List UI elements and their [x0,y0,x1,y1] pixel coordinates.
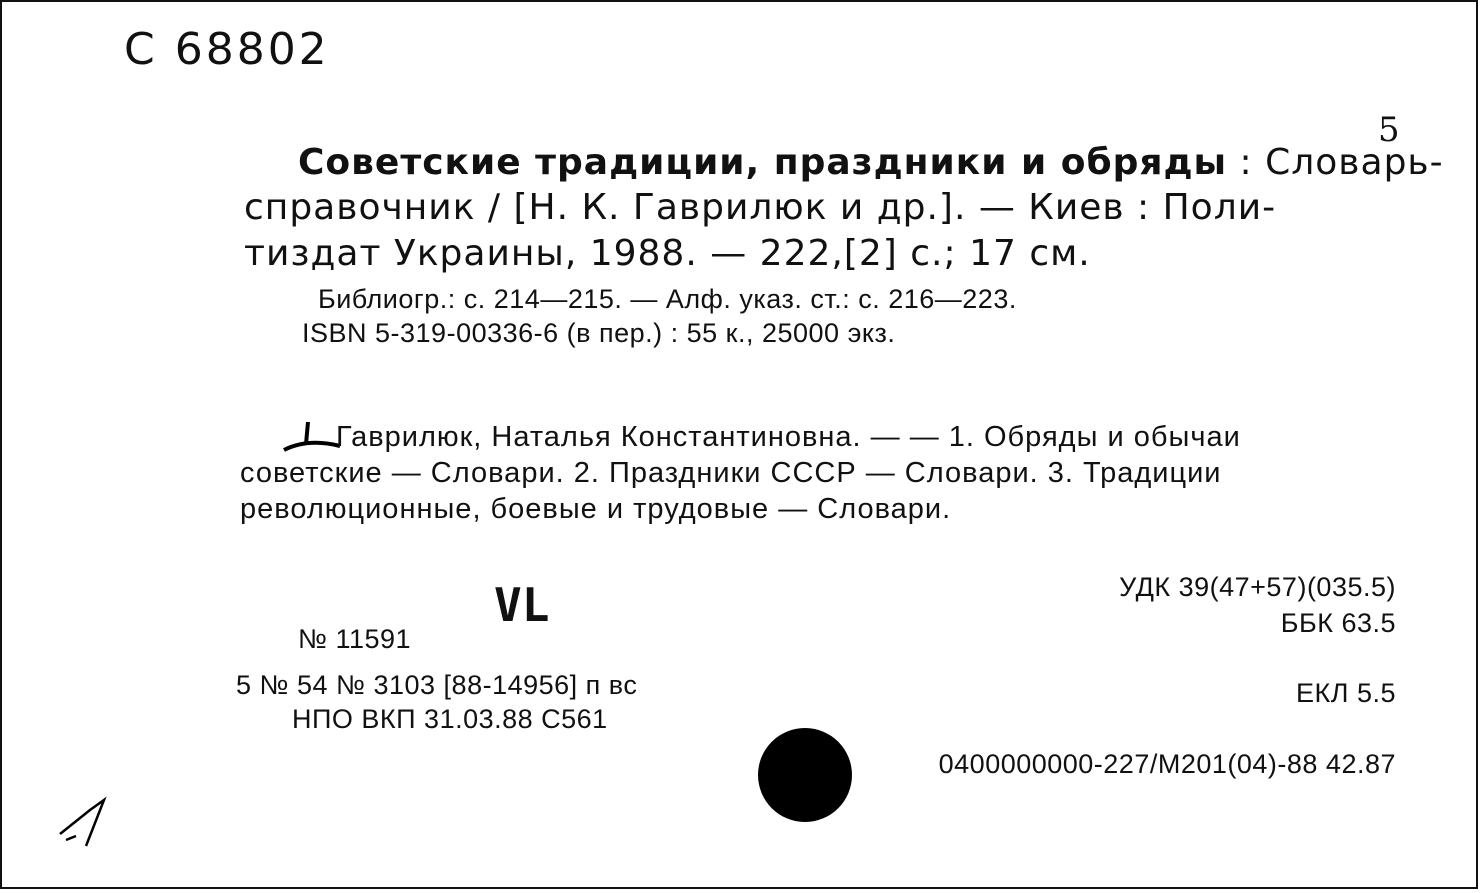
page-number: 5 [1378,110,1400,150]
bibliography-note: Библиогр.: с. 214—215. — Алф. указ. ст.: с. 216—223. [318,284,1017,314]
udk-index: УДК 39(47+57)(035.5) [1119,572,1396,602]
order-line: 5 № 54 № 3103 [88-14956] п вс [236,670,638,700]
responsibility-line: справочник / [Н. К. Гаврилюк и др.]. — Киев : Поли- [244,187,1277,228]
inventory-number: № 11591 [298,624,412,654]
tracing-line-1: Гаврилюк, Наталья Константиновна. — — 1. Обряды и обычаи [336,421,1241,453]
tracing-line-3: революционные, боевые и трудовые — Словари. [240,493,952,525]
card-punch-hole [758,728,852,822]
title-subtitle-start: : Словарь- [1239,142,1444,183]
tracing-line-2: советские — Словари. 2. Праздники СССР — Словари. 3. Традиции [240,457,1222,489]
isbn-note: ISBN 5-319-00336-6 (в пер.) : 55 к., 25000 экз. [302,318,896,348]
vl-mark: VL [494,578,550,632]
title-line [298,142,1444,183]
book-title: Советские традиции, праздники и обряды [298,142,1228,183]
handwritten-number-mark [56,792,116,852]
bbk-index: ББК 63.5 [1280,608,1396,638]
handwritten-tick-mark [278,420,344,454]
imprint-line: тиздат Украины, 1988. — 222,[2] с.; 17 см. [244,233,1091,274]
printer-line: НПО ВКП 31.03.88 С561 [292,704,608,734]
catalog-number: С 68802 [124,24,330,75]
publisher-code: 0400000000-227/М201(04)-88 42.87 [938,749,1396,779]
ekl-index: ЕКЛ 5.5 [1296,678,1396,708]
